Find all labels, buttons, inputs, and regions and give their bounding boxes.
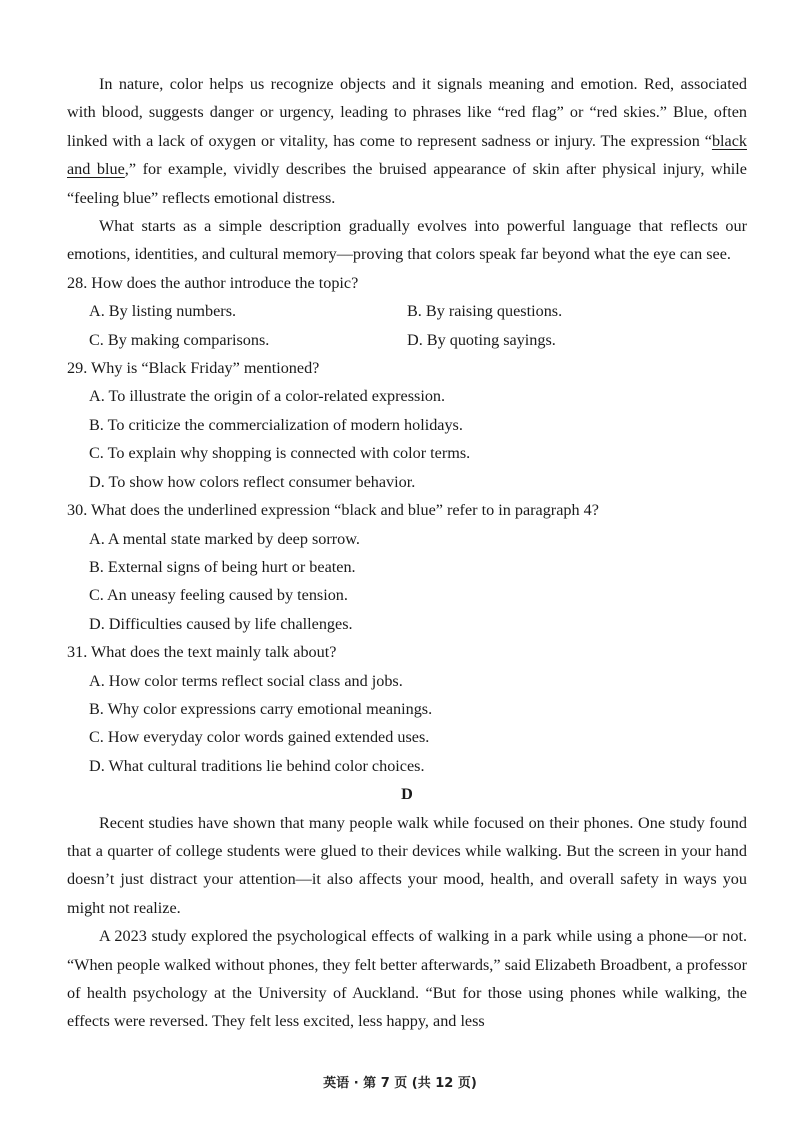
passage-d-paragraph-2: A 2023 study explored the psychological effects of walking in a park while using a phone—or not. “When people walked without phones, they felt better afterwards,” said Elizabeth Broadbent, a professor of health psychology at the University of Auckland. “But for those using phones while walking, the effects were reversed. They felt less excited, less happy, and less — [67, 927, 747, 1031]
question-stem: 28. How does the author introduce the topic? — [67, 273, 359, 292]
question-stem: 30. What does the underlined expression “black and blue” refer to in paragraph 4? — [67, 501, 599, 520]
option-a: A. By listing numbers. — [89, 302, 237, 321]
option-d: D. To show how colors reflect consumer behavior. — [89, 472, 416, 491]
paragraph-text: ,” for example, vividly describes the bruised appearance of skin after physical injury, while “feeling blue” reflects emotional distress. — [67, 160, 747, 207]
passage-d-paragraph-1: Recent studies have shown that many people walk while focused on their phones. One study found that a quarter of college students were glued to their devices while walking. But the screen in your hand doesn’t just distract your attention—it also affects your mood, health, and overall safety in ways you might not realize. — [67, 813, 747, 917]
question-31 — [67, 638, 747, 780]
paragraph-text: In nature, color helps us recognize objects and it signals meaning and emotion. Red, associated with blood, suggests danger or urgency, leading to phrases like “red flag” or “red skies.” Blue, often linked with a lack of oxygen or vitality, has come to represent sadness or injury. The expression “ — [67, 75, 747, 150]
option-a: A. A mental state marked by deep sorrow. — [89, 529, 360, 548]
option-b: B. To criticize the commercialization of modern holidays. — [89, 415, 463, 434]
page-footer: 英语 · 第 7 页 (共 12 页) — [323, 1076, 477, 1091]
question-stem: 31. What does the text mainly talk about? — [67, 643, 337, 662]
passage-c-paragraph-1 — [67, 70, 747, 212]
option-b: B. Why color expressions carry emotional meanings. — [89, 699, 433, 718]
exam-page — [67, 70, 747, 1036]
question-30 — [67, 496, 747, 638]
option-c: C. How everyday color words gained extended uses. — [89, 728, 430, 747]
option-d: D. What cultural traditions lie behind color choices. — [89, 756, 425, 775]
option-a: A. To illustrate the origin of a color-related expression. — [89, 387, 446, 406]
underlined-expression: black and blue — [67, 131, 747, 179]
option-b: B. By raising questions. — [407, 302, 563, 321]
passage-c-paragraph-2: What starts as a simple description gradually evolves into powerful language that reflects our emotions, identities, and cultural memory—proving that colors speak far beyond what the eye can see. — [67, 217, 747, 264]
option-c: C. An uneasy feeling caused by tension. — [89, 586, 348, 605]
option-b: B. External signs of being hurt or beaten. — [89, 557, 356, 576]
option-c: C. To explain why shopping is connected with color terms. — [89, 444, 471, 463]
option-d: D. Difficulties caused by life challenges. — [89, 614, 353, 633]
question-29 — [67, 354, 747, 496]
option-c: C. By making comparisons. — [89, 330, 270, 349]
question-28 — [67, 269, 747, 354]
section-heading-d: D — [401, 785, 413, 804]
question-stem: 29. Why is “Black Friday” mentioned? — [67, 359, 320, 378]
option-d: D. By quoting sayings. — [407, 330, 556, 349]
option-a: A. How color terms reflect social class and jobs. — [89, 671, 403, 690]
